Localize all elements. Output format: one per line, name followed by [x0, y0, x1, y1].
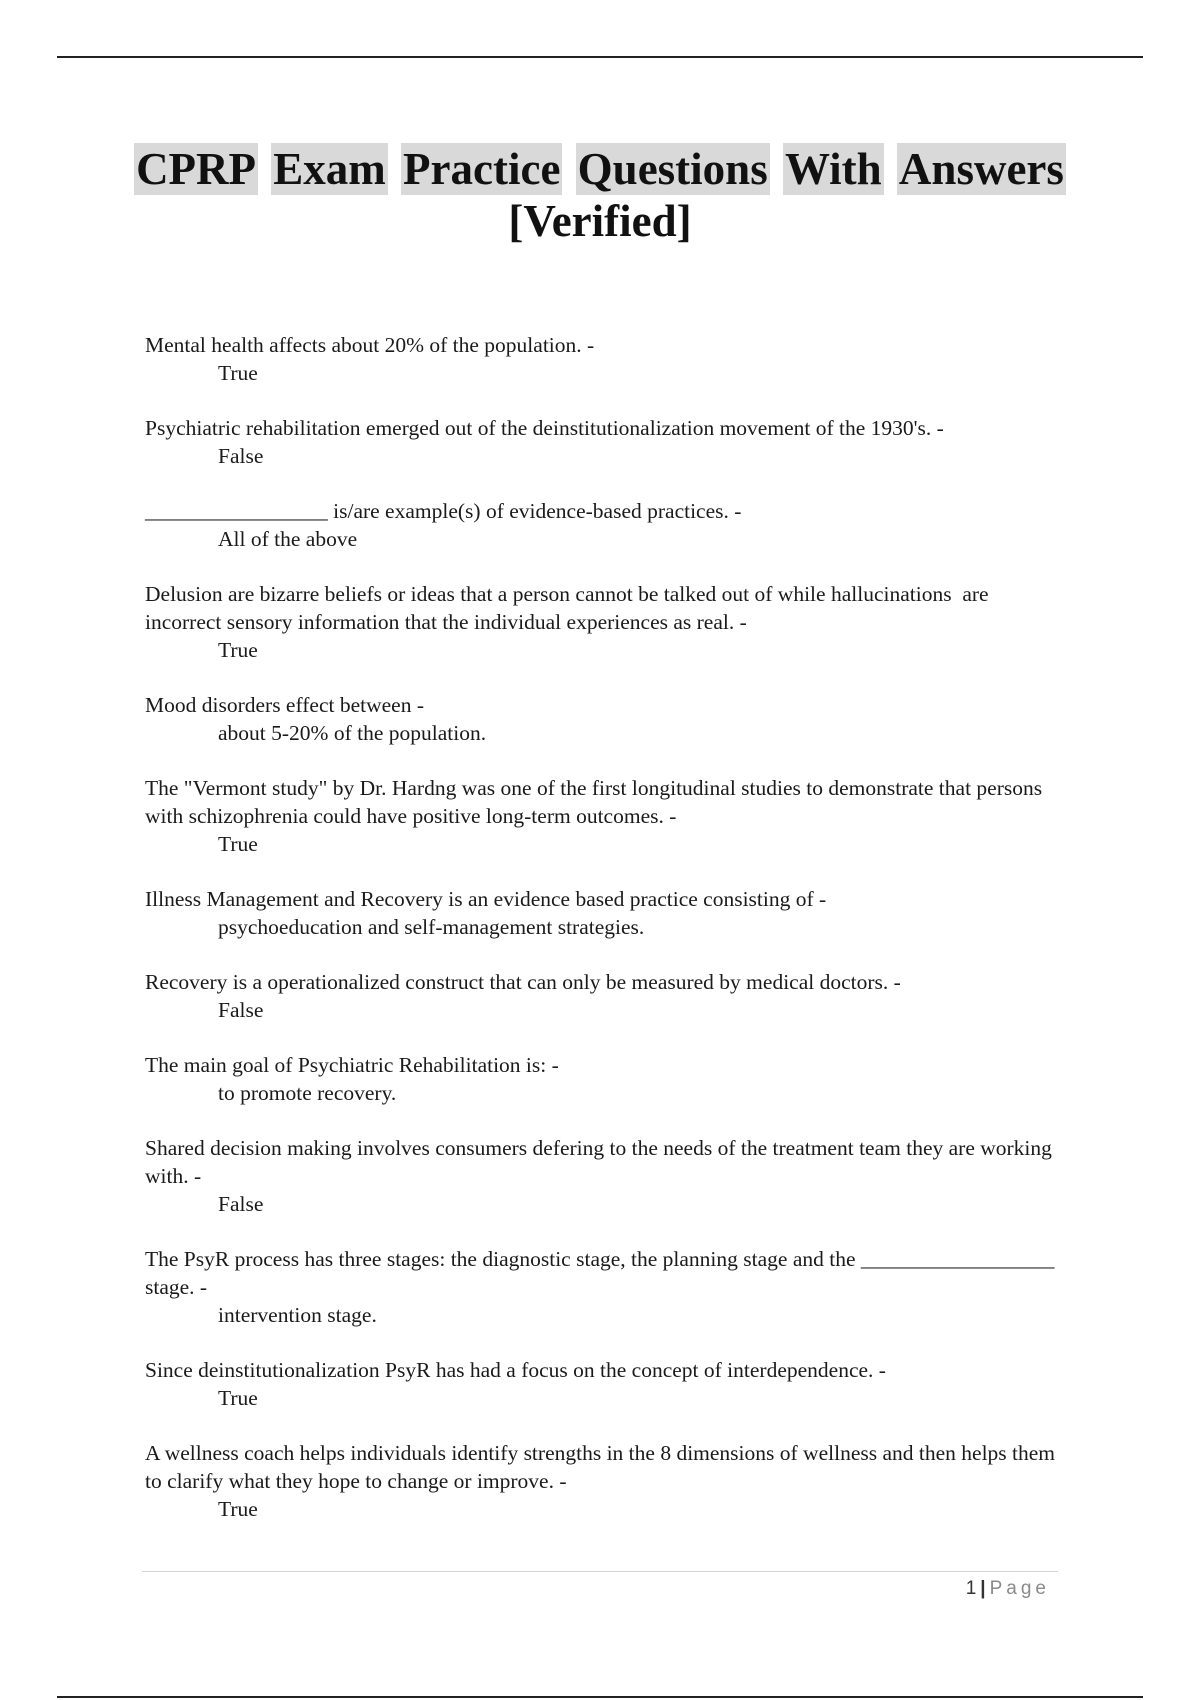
qa-item	[145, 331, 1065, 387]
answer-text: intervention stage.	[218, 1303, 377, 1327]
page-title	[0, 143, 1200, 247]
title-word: With	[784, 144, 882, 194]
qa-item	[145, 1356, 1065, 1412]
answer-text: True	[218, 638, 258, 662]
qa-item	[145, 1051, 1065, 1107]
qa-item	[145, 414, 1065, 470]
question-text: Recovery is a operationalized construct that can only be measured by medical doctors. -	[145, 970, 901, 994]
title-word: Exam	[273, 144, 386, 194]
title-word: Questions	[577, 144, 768, 194]
question-text: Illness Management and Recovery is an evidence based practice consisting of -	[145, 887, 827, 911]
page-number: 1	[965, 1578, 977, 1599]
qa-item	[145, 1439, 1065, 1523]
qa-item	[145, 1245, 1065, 1329]
answer-text: False	[218, 998, 264, 1022]
answer-text: False	[218, 1192, 264, 1216]
qa-item	[145, 885, 1065, 941]
page-label: Page	[989, 1578, 1050, 1599]
question-text: The main goal of Psychiatric Rehabilitation is: -	[145, 1053, 559, 1077]
answer-text: True	[218, 1497, 258, 1521]
question-text: Mood disorders effect between -	[145, 693, 425, 717]
qa-item	[145, 580, 1065, 664]
title-word: CPRP	[136, 144, 257, 194]
question-text: The PsyR process has three stages: the diagnostic stage, the planning stage and the __________________ stage. -	[145, 1247, 1055, 1299]
qa-item	[145, 774, 1065, 858]
qa-list	[145, 331, 1065, 1550]
question-text: _________________ is/are example(s) of evidence-based practices. -	[145, 499, 742, 523]
answer-text: psychoeducation and self-management strategies.	[218, 915, 645, 939]
qa-item	[145, 1134, 1065, 1218]
answer-text: False	[218, 444, 264, 468]
question-text: The "Vermont study" by Dr. Hardng was one of the first longitudinal studies to demonstrate that persons with schizophrenia could have positive long-term outcomes. -	[145, 776, 1043, 828]
title-line-1	[0, 143, 1200, 195]
answer-text: All of the above	[218, 527, 358, 551]
question-text: Mental health affects about 20% of the population. -	[145, 333, 595, 357]
question-text: Psychiatric rehabilitation emerged out of the deinstitutionalization movement of the 1930's. -	[145, 416, 944, 440]
question-text: A wellness coach helps individuals identify strengths in the 8 dimensions of wellness and then helps them to clarify what they hope to change or improve. -	[145, 1441, 1056, 1493]
answer-text: True	[218, 1386, 258, 1410]
bottom-rule	[57, 1696, 1143, 1698]
question-text: Shared decision making involves consumers defering to the needs of the treatment team they are working with. -	[145, 1136, 1052, 1188]
top-rule	[57, 56, 1143, 58]
footer-separator: |	[980, 1578, 986, 1599]
qa-item	[145, 497, 1065, 553]
title-line-2: [Verified]	[508, 196, 692, 246]
answer-text: True	[218, 832, 258, 856]
question-text: Delusion are bizarre beliefs or ideas that a person cannot be talked out of while hallucinations are incorrect sensory information that the individual experiences as real. -	[145, 582, 989, 634]
title-word: Practice	[403, 144, 561, 194]
answer-text: to promote recovery.	[218, 1081, 397, 1105]
answer-text: True	[218, 361, 258, 385]
answer-text: about 5-20% of the population.	[218, 721, 487, 745]
qa-item	[145, 691, 1065, 747]
question-text: Since deinstitutionalization PsyR has had a focus on the concept of interdependence. -	[145, 1358, 886, 1382]
footer-rule	[142, 1571, 1058, 1572]
qa-item	[145, 968, 1065, 1024]
page-footer	[966, 1577, 1050, 1601]
title-word: Answers	[898, 144, 1064, 194]
